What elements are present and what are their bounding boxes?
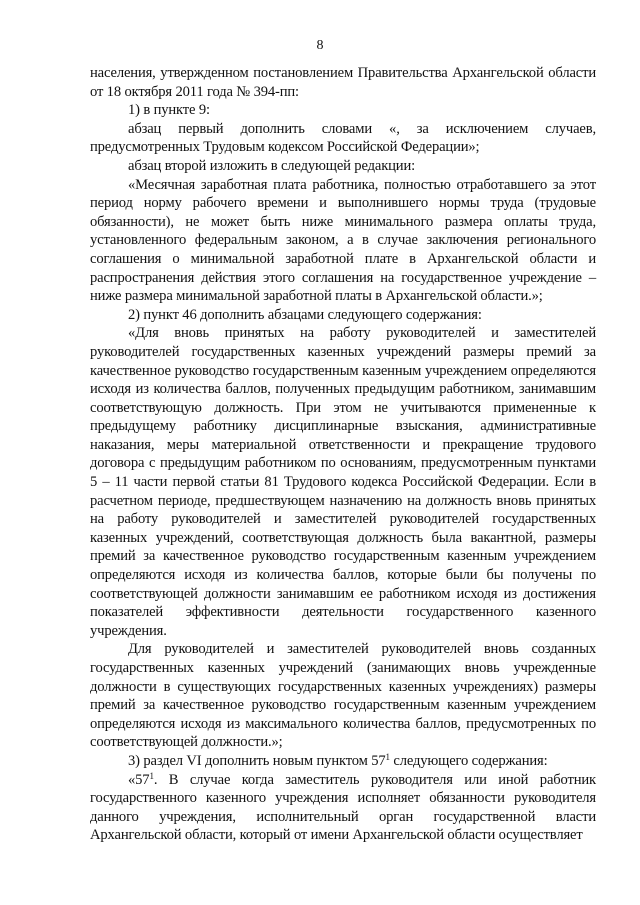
- paragraph-list: [90, 64, 596, 752]
- body-paragraph: 2) пункт 46 дополнить абзацами следующего содержания:: [128, 306, 482, 323]
- body-paragraph: Для руководителей и заместителей руководителей вновь созданных государственных казенных учреждений (занимающих вновь учрежденные должности в существующих государственных казенных учреждениях) размеры премий за качественное руководство государственным казенным учреждением определяются исходя из максимального количества баллов, предусмотренных по соответствующей должности.»;: [90, 641, 596, 751]
- item-3-superscript: 1: [385, 751, 390, 762]
- item-3-paragraph: [90, 752, 596, 771]
- item-3-quote-superscript: 1: [149, 770, 154, 781]
- page-number: 8: [316, 38, 324, 53]
- body-paragraph: «Месячная заработная плата работника, полностью отработавшего за этот период норму рабочего времени и выполнившего нормы труда (трудовые обязанности), не может быть ниже минимального размера оплаты труда, установленного федеральным законом, а в случае заключения регионального соглашения о минимальной заработной плате в Архангельской области и распространения действия этого соглашения на государственное учреждение – ниже размера минимальной заработной платы в Архангельской области.»;: [90, 176, 596, 305]
- item-3-quote-paragraph: [90, 771, 596, 845]
- body-paragraph: 1) в пункте 9:: [128, 102, 210, 119]
- item-3-text-after: следующего содержания:: [389, 752, 548, 769]
- item-3-text-before: 3) раздел VI дополнить новым пунктом 57: [128, 752, 386, 769]
- body-paragraph: «Для вновь принятых на работу руководителей и заместителей руководителей государственных казенных учреждений размеры премий за качественное руководство государственным казенным учреждением определяются исходя из количества баллов, полученных предыдущим работником, занимавшим соответствующую должность. При этом не учитываются примененные к предыдущему работнику дисциплинарные взыскания, административные наказания, меры материальной ответственности и прекращение трудового договора с предыдущим работником по основаниям, предусмотренным пунктами 5 – 11 части первой статьи 81 Трудового кодекса Российской Федерации. Если в расчетном периоде, предшествующем назначению на должность вновь принятых на работу руководителей и заместителей руководителей государственных казенных учреждений, соответствующая должность была вакантной, размеры премий за качественное руководство государственным казенным учреждением определяются исходя из количества баллов, которые были бы получены по соответствующей должности занимавшим ее работником исходя из достижения показателей эффективности деятельности государственного казенного учреждения.: [90, 325, 596, 639]
- body-paragraph: населения, утвержденном постановлением Правительства Архангельской области от 18 октября 2011 года № 394-пп:: [90, 65, 596, 100]
- item-3-quote-after: . В случае когда заместитель руководителя или иной работник государственного казенного учреждения исполняет обязанности руководителя данного учреждения, исполнительный орган государственной власти Архангельской области, который от имени Архангельской области осуществляет: [90, 771, 596, 844]
- body-paragraph: абзац первый дополнить словами «, за исключением случаев, предусмотренных Трудовым кодексом Российской Федерации»;: [90, 120, 596, 156]
- item-3-quote-before: «57: [128, 771, 150, 788]
- body-paragraph: абзац второй изложить в следующей редакции:: [128, 157, 416, 174]
- document-body: [90, 64, 596, 845]
